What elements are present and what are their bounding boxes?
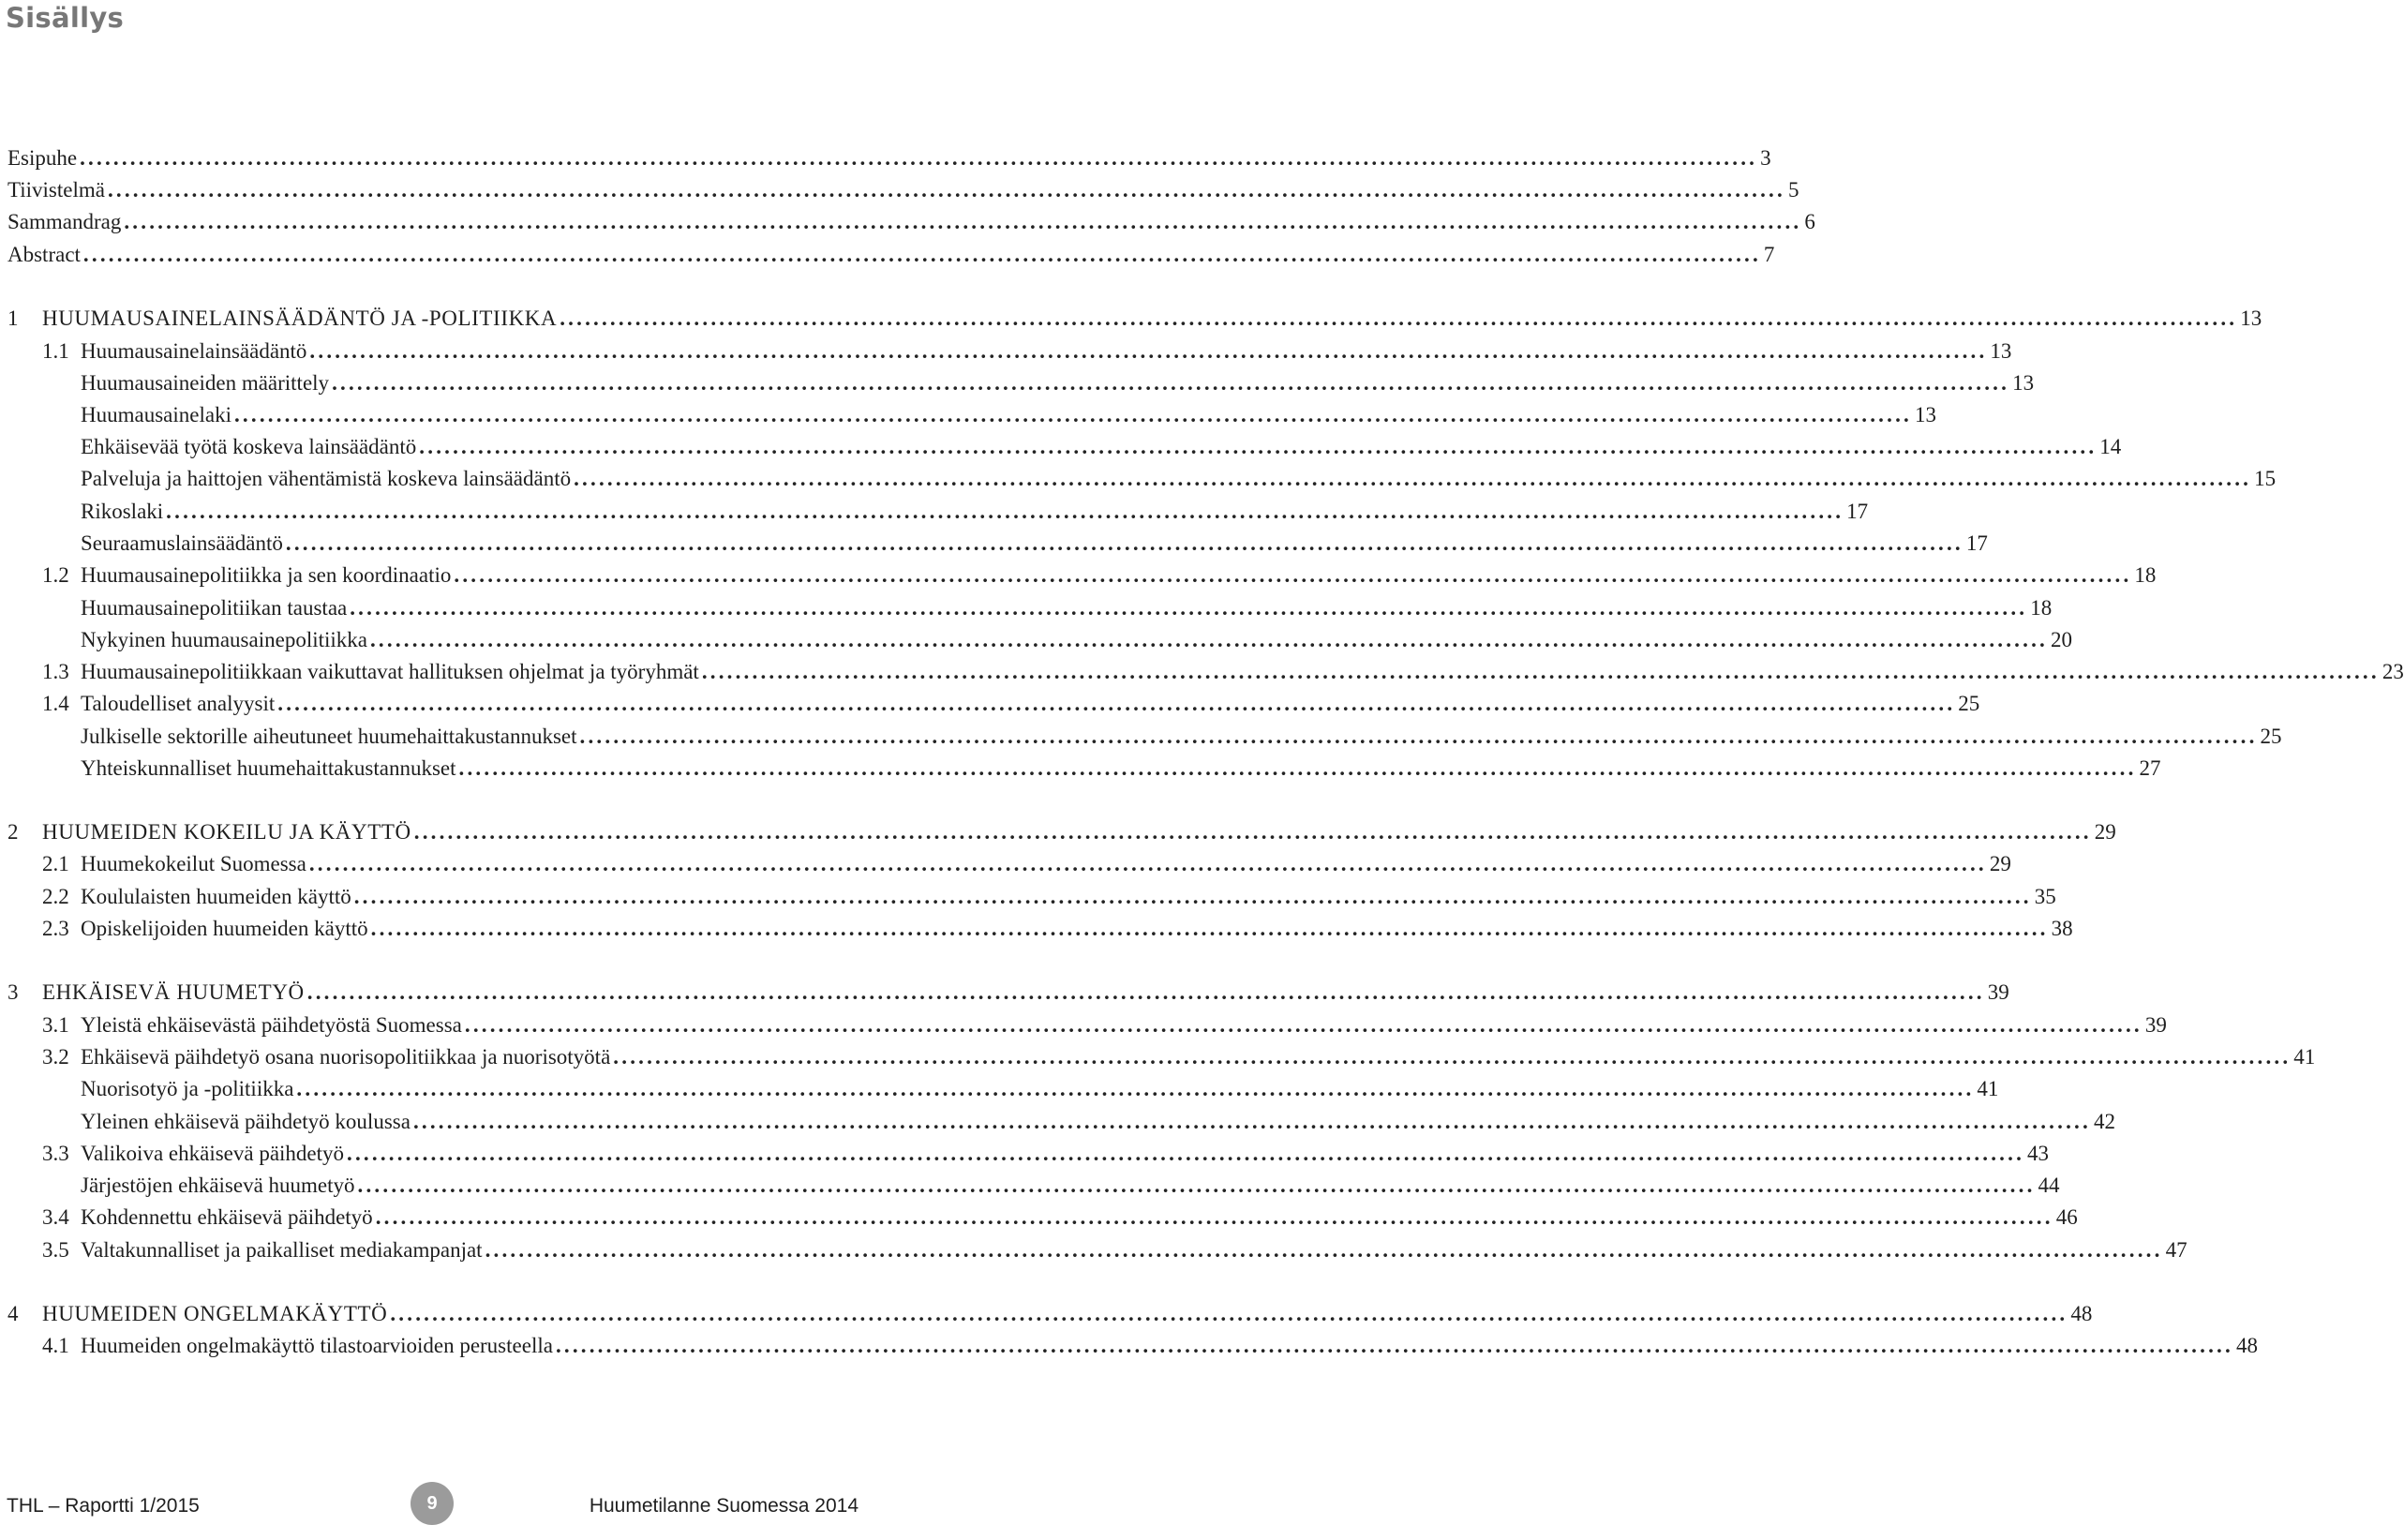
toc-entry-title: Rikoslaki [81,500,164,523]
toc-entry-line [7,176,1799,204]
toc-entry-number: 3.2 [42,1045,69,1069]
dot-leader: ........................................................................................................................................................................................................ [357,1174,2036,1197]
toc-entry-number: 3.1 [42,1013,69,1037]
toc-entry-title: Nykyinen huumausainepolitiikka [81,628,367,651]
toc-entry-line [81,1011,2167,1039]
toc-entry[interactable] [0,1236,2187,1264]
toc-entry[interactable] [0,755,2161,783]
toc-entry-page: 17 [1846,500,1869,523]
toc-entry-line [81,433,2122,461]
dot-leader: ........................................................................................................................................................................................................ [233,403,1912,426]
toc-entry[interactable] [0,176,1799,204]
dot-leader: ........................................................................................................................................................................................................ [82,243,1761,266]
toc-entry[interactable] [0,305,2262,333]
toc-entry-page: 13 [1990,339,2012,363]
dot-leader: ........................................................................................................................................................................................................ [485,1238,2163,1262]
dot-leader: ........................................................................................................................................................................................................ [458,756,2137,780]
toc-entry-title: Valtakunnalliset ja paikalliset mediakampanjat [81,1238,483,1262]
toc-entry-line [81,401,1936,429]
toc-entry-title: Opiskelijoiden huumeiden käyttö [81,917,368,940]
dot-leader: ........................................................................................................................................................................................................ [80,146,1758,170]
toc-entry-page: 13 [1914,403,1936,426]
toc-entry[interactable] [0,1204,2078,1232]
toc-entry-line [81,337,2012,366]
toc-entry-title: HUUMEIDEN KOKEILU JA KÄYTTÖ [42,820,411,844]
toc-entry-line [81,723,2282,751]
dot-leader: ........................................................................................................................................................................................................ [390,1302,2068,1325]
toc-entry[interactable] [0,1172,2060,1200]
toc-entry-page: 17 [1965,531,1988,555]
toc-entry-number: 1.1 [42,339,69,363]
toc-entry-page: 20 [2050,628,2072,651]
dot-leader: ........................................................................................................................................................................................................ [166,500,1844,523]
toc-entry-number: 4.1 [42,1334,69,1357]
toc-entry-title: Sammandrag [7,210,122,233]
toc-entry-page: 48 [2070,1302,2093,1325]
dot-leader: ........................................................................................................................................................................................................ [701,660,2380,683]
toc-entry-page: 7 [1763,243,1775,266]
toc-entry-title: Huumausainelainsäädäntö [81,339,307,363]
toc-entry-page: 39 [2144,1013,2167,1037]
toc-entry-page: 6 [1804,210,1815,233]
toc-entry-line [81,498,1869,526]
footer-report-id: THL – Raportti 1/2015 [7,1495,200,1517]
toc-entry-line [7,241,1775,269]
dot-leader: ........................................................................................................................................................................................................ [296,1077,1975,1100]
toc-entry-title: Koululaisten huumeiden käyttö [81,885,351,908]
toc-entry-title: Ehkäisevä päihdetyö osana nuorisopolitiikkaa ja nuorisotyötä [81,1045,611,1069]
toc-entry-title: Järjestöjen ehkäisevä huumetyö [81,1174,355,1197]
toc-entry-title: Yhteiskunnalliset huumehaittakustannukset [81,756,456,780]
toc-entry[interactable] [0,337,2012,366]
toc-entry-title: Kohdennettu ehkäisevä päihdetyö [81,1205,373,1229]
toc-entry-line [81,1043,2316,1071]
toc-entry-number: 1 [7,307,19,330]
toc-entry-title: Huumekokeilut Suomessa [81,852,306,875]
toc-entry-line [81,626,2072,654]
toc-entry-number: 1.3 [42,660,69,683]
toc-entry-number: 2 [7,820,19,844]
toc-entry-page: 38 [2051,917,2073,940]
toc-entry-number: 4 [7,1302,19,1325]
toc-entry[interactable] [0,915,2073,943]
toc-entry-title: Yleinen ehkäisevä päihdetyö koulussa [81,1110,411,1133]
toc-entry-page: 3 [1760,146,1771,170]
toc-entry-line [42,979,2009,1007]
toc-entry-line [81,465,2277,493]
toc-entry-line [42,818,2116,846]
toc-entry-title: Tiivistelmä [7,178,105,202]
toc-entry-page: 46 [2055,1205,2078,1229]
toc-entry-page: 41 [2293,1045,2316,1069]
dot-leader: ........................................................................................................................................................................................................ [306,980,1985,1004]
toc-entry[interactable] [0,144,1771,172]
dot-leader: ........................................................................................................................................................................................................ [353,885,2032,908]
toc-entry-title: HUUMEIDEN ONGELMAKÄYTTÖ [42,1302,388,1325]
toc-entry-title: Huumausainepolitiikkaan vaikuttavat hallituksen ohjelmat ja työryhmät [81,660,699,683]
toc-entry[interactable] [0,1332,2258,1360]
toc-entry-line [81,1236,2187,1264]
toc-entry-line [81,594,2053,622]
toc-entry-page: 42 [2093,1110,2115,1133]
dot-leader: ........................................................................................................................................................................................................ [454,563,2132,587]
toc-entry[interactable] [0,658,2404,686]
footer-publication-title: Huumetilanne Suomessa 2014 [589,1495,859,1517]
toc-entry-page: 5 [1787,178,1799,202]
toc-entry-number: 3.3 [42,1142,69,1165]
toc-entry-page: 39 [1987,980,2009,1004]
dot-leader: ........................................................................................................................................................................................................ [375,1205,2053,1229]
toc-entry-page: 18 [2134,563,2157,587]
toc-entry-line [81,755,2161,783]
toc-entry[interactable] [0,369,2035,397]
page-title: Sisällys [6,2,125,34]
toc-entry-line [81,658,2404,686]
toc-entry-line [81,1108,2115,1136]
dot-leader: ........................................................................................................................................................................................................ [555,1334,2233,1357]
toc-entry-line [81,1140,2050,1168]
dot-leader: ........................................................................................................................................................................................................ [419,435,2098,458]
dot-leader: ........................................................................................................................................................................................................ [308,852,1987,875]
toc-entry[interactable] [0,241,1775,269]
dot-leader: ........................................................................................................................................................................................................ [370,917,2049,940]
toc-entry-page: 44 [2038,1174,2060,1197]
toc-entry[interactable] [0,979,2009,1007]
toc-entry-title: Abstract [7,243,81,266]
toc-entry-number: 2.3 [42,917,69,940]
toc-entry[interactable] [0,626,2072,654]
toc-entry-page: 29 [1989,852,2011,875]
toc-entry-number: 1.4 [42,692,69,715]
toc-entry[interactable] [0,498,1869,526]
toc-entry-title: Huumeiden ongelmakäyttö tilastoarvioiden perusteella [81,1334,553,1357]
toc-entry-title: EHKÄISEVÄ HUUMETYÖ [42,980,305,1004]
toc-entry-line [42,305,2262,333]
toc-entry-title: Seuraamuslainsäädäntö [81,531,283,555]
toc-entry[interactable] [0,818,2116,846]
toc-entry-line [81,1075,1999,1103]
toc-entry[interactable] [0,883,2056,911]
dot-leader: ........................................................................................................................................................................................................ [613,1045,2292,1069]
toc-entry-title: Ehkäisevää työtä koskeva lainsäädäntö [81,435,417,458]
toc-entry-number: 3.4 [42,1205,69,1229]
dot-leader: ........................................................................................................................................................................................................ [579,725,2258,748]
toc-entry[interactable] [0,465,2277,493]
toc-entry-line [81,369,2035,397]
toc-entry-page: 43 [2027,1142,2050,1165]
toc-entry-page: 13 [2240,307,2262,330]
toc-entry-page: 25 [2260,725,2282,748]
toc-entry-title: Huumausainelaki [81,403,231,426]
toc-entry-line [81,1172,2060,1200]
dot-leader: ........................................................................................................................................................................................................ [285,531,1964,555]
toc-entry-title: Yleistä ehkäisevästä päihdetyöstä Suomessa [81,1013,462,1037]
dot-leader: ........................................................................................................................................................................................................ [574,467,2252,490]
dot-leader: ........................................................................................................................................................................................................ [560,307,2238,330]
toc-entry-page: 13 [2012,371,2035,395]
toc-entry[interactable] [0,561,2157,590]
toc-entry[interactable] [0,1140,2050,1168]
toc-entry-line [81,850,2011,878]
toc-entry-page: 23 [2382,660,2404,683]
dot-leader: ........................................................................................................................................................................................................ [413,820,2092,844]
toc-entry-title: Esipuhe [7,146,78,170]
toc-entry[interactable] [0,723,2282,751]
toc-entry-line [81,561,2157,590]
toc-entry[interactable] [0,1108,2115,1136]
toc-entry[interactable] [0,1075,1999,1103]
toc-entry-line [7,144,1771,172]
toc-entry-title: Huumausainepolitiikka ja sen koordinaatio [81,563,452,587]
toc-entry-line [81,915,2073,943]
toc-entry-line [7,208,1815,236]
dot-leader: ........................................................................................................................................................................................................ [332,371,2010,395]
toc-entry-number: 2.1 [42,852,69,875]
toc-entry-title: HUUMAUSAINELAINSÄÄDÄNTÖ JA -POLITIIKKA [42,307,558,330]
dot-leader: ........................................................................................................................................................................................................ [464,1013,2143,1037]
toc-entry-line [81,1204,2078,1232]
dot-leader: ........................................................................................................................................................................................................ [350,596,2028,620]
dot-leader: ........................................................................................................................................................................................................ [277,692,1956,715]
toc-entry-number: 3 [7,980,19,1004]
toc-entry[interactable] [0,1300,2093,1328]
dot-leader: ........................................................................................................................................................................................................ [309,339,1988,363]
toc-entry-title: Huumausaineiden määrittely [81,371,330,395]
page-number-badge: 9 [411,1482,454,1525]
toc-entry-number: 2.2 [42,885,69,908]
toc-entry-page: 27 [2139,756,2161,780]
toc-entry-line [81,690,1980,718]
toc-entry-line [81,1332,2258,1360]
dot-leader: ........................................................................................................................................................................................................ [347,1142,2025,1165]
dot-leader: ........................................................................................................................................................................................................ [124,210,1802,233]
toc-entry[interactable] [0,1043,2316,1071]
toc-entry[interactable] [0,208,1815,236]
toc-entry-line [81,883,2056,911]
toc-entry-title: Valikoiva ehkäisevä päihdetyö [81,1142,345,1165]
toc-entry-title: Taloudelliset analyysit [81,692,276,715]
toc-entry[interactable] [0,594,2053,622]
toc-entry-title: Nuorisotyö ja -politiikka [81,1077,294,1100]
toc-entry-title: Julkiselle sektorille aiheutuneet huumehaittakustannukset [81,725,577,748]
toc-entry-page: 14 [2099,435,2122,458]
toc-entry-page: 35 [2034,885,2056,908]
toc-entry-page: 18 [2030,596,2053,620]
toc-entry-page: 29 [2094,820,2116,844]
toc-entry-page: 48 [2235,1334,2258,1357]
toc-entry-page: 47 [2165,1238,2187,1262]
toc-entry[interactable] [0,433,2122,461]
toc-entry-number: 1.2 [42,563,69,587]
toc-entry-title: Palveluja ja haittojen vähentämistä koskeva lainsäädäntö [81,467,572,490]
toc-entry-page: 15 [2254,467,2277,490]
toc-entry[interactable] [0,530,1988,558]
toc-entry[interactable] [0,690,1980,718]
toc-entry-page: 25 [1958,692,1980,715]
toc-entry-line [81,530,1988,558]
toc-entry[interactable] [0,1011,2167,1039]
toc-entry-number: 3.5 [42,1238,69,1262]
dot-leader: ........................................................................................................................................................................................................ [107,178,1785,202]
dot-leader: ........................................................................................................................................................................................................ [412,1110,2091,1133]
toc-entry-page: 41 [1977,1077,1999,1100]
toc-entry-title: Huumausainepolitiikan taustaa [81,596,348,620]
dot-leader: ........................................................................................................................................................................................................ [369,628,2048,651]
toc-entry[interactable] [0,401,1936,429]
toc-entry[interactable] [0,850,2011,878]
toc-entry-line [42,1300,2093,1328]
